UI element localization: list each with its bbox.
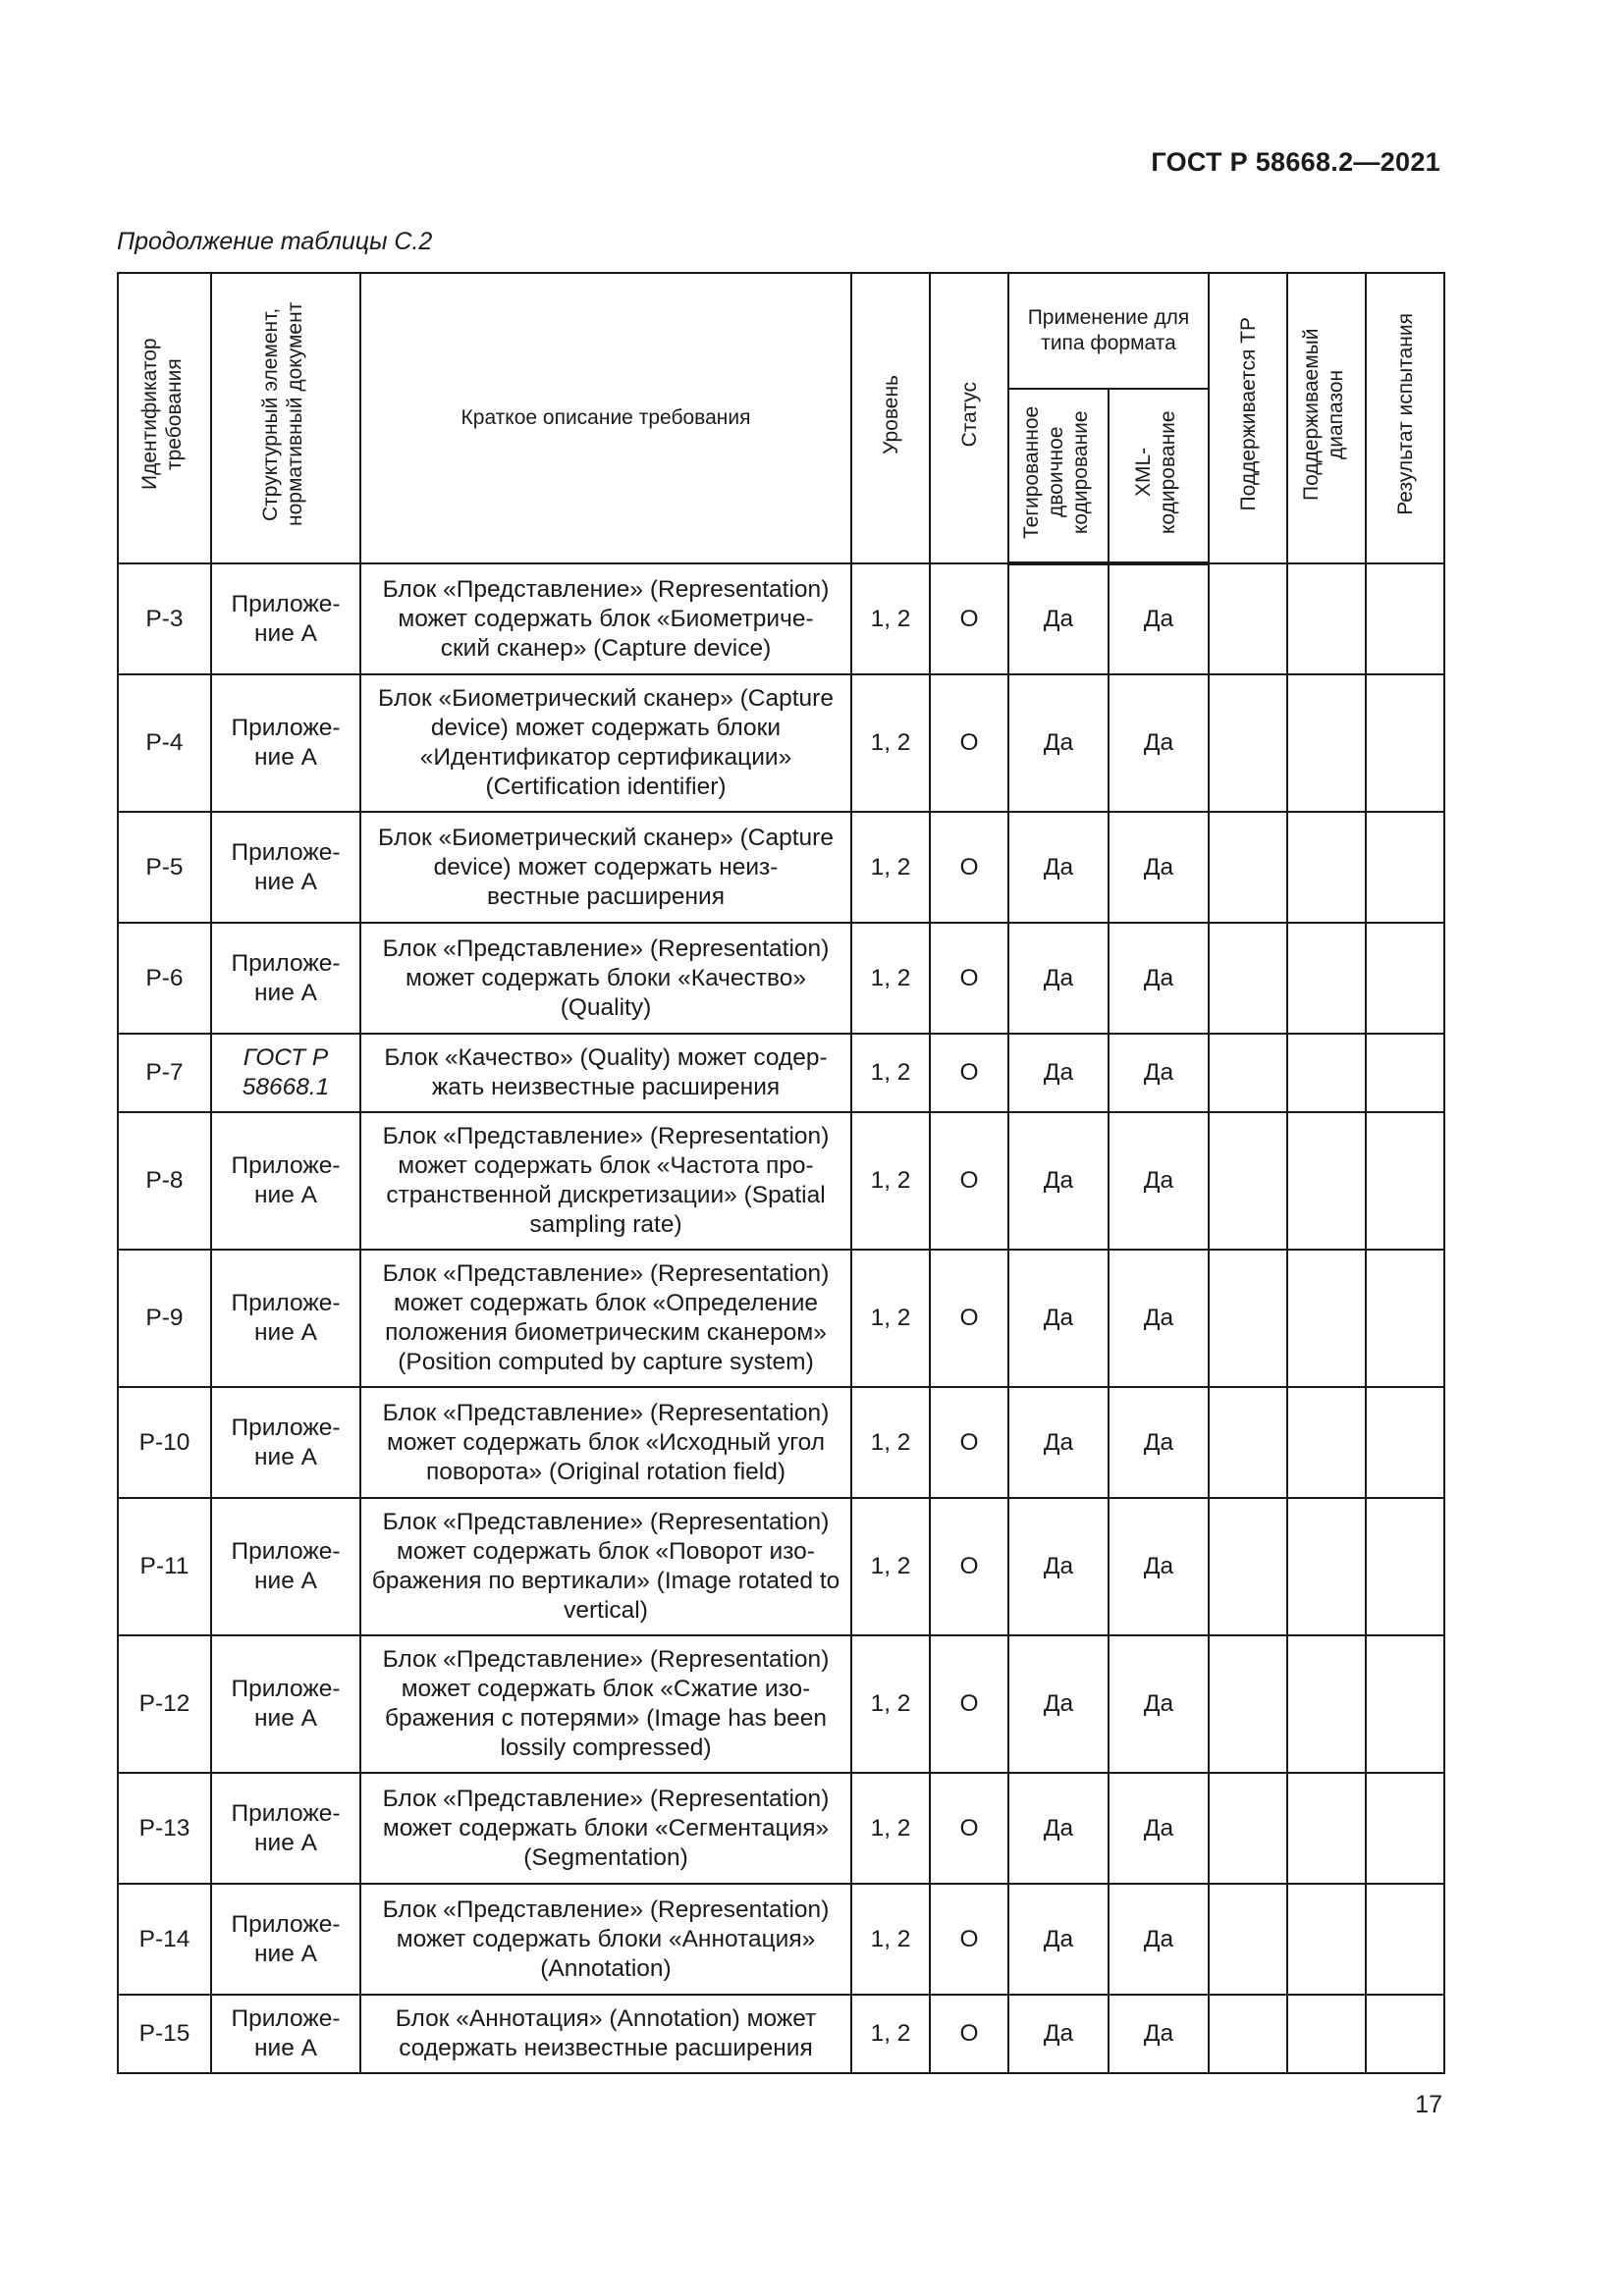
table-row: [118, 674, 1444, 812]
cell-id: Р-11: [118, 1498, 211, 1635]
table-row: [118, 1112, 1444, 1250]
table-row: [118, 1884, 1444, 1995]
cell-result: [1366, 563, 1444, 674]
cell-xml: Да: [1109, 812, 1209, 923]
cell-tagged: Да: [1008, 1112, 1109, 1250]
cell-range: [1287, 1034, 1366, 1112]
cell-desc: Блок «Представление» (Representation) может содержать блок «Биометриче- ский сканер» (Capture device): [360, 563, 851, 674]
cell-result: [1366, 1034, 1444, 1112]
cell-id: Р-3: [118, 563, 211, 674]
col-header-xml: [1109, 389, 1209, 563]
cell-level: 1, 2: [851, 1635, 930, 1773]
table-caption: Продолжение таблицы С.2: [117, 228, 433, 255]
cell-status: О: [930, 1250, 1008, 1387]
cell-supported: [1209, 674, 1287, 812]
cell-status: О: [930, 1995, 1008, 2073]
cell-supported: [1209, 1498, 1287, 1635]
cell-xml: Да: [1109, 1498, 1209, 1635]
cell-level: 1, 2: [851, 1387, 930, 1498]
cell-result: [1366, 1112, 1444, 1250]
cell-id: Р-9: [118, 1250, 211, 1387]
cell-status: О: [930, 1635, 1008, 1773]
table-row: [118, 812, 1444, 923]
col-header-struct: [211, 273, 360, 563]
cell-desc: Блок «Представление» (Representation) может содержать блок «Частота про- странственной дискретизации» (Spatial sampling rate): [360, 1112, 851, 1250]
cell-level: 1, 2: [851, 674, 930, 812]
table-row: [118, 1635, 1444, 1773]
cell-supported: [1209, 563, 1287, 674]
cell-range: [1287, 1498, 1366, 1635]
cell-status: О: [930, 563, 1008, 674]
cell-struct: Приложе- ние А: [211, 923, 360, 1034]
cell-xml: Да: [1109, 1034, 1209, 1112]
cell-supported: [1209, 1387, 1287, 1498]
cell-result: [1366, 1995, 1444, 2073]
cell-id: Р-8: [118, 1112, 211, 1250]
cell-status: О: [930, 923, 1008, 1034]
cell-level: 1, 2: [851, 1773, 930, 1884]
col-header-status-text: Статус: [957, 381, 981, 448]
cell-desc: Блок «Представление» (Representation) может содержать блоки «Качество» (Quality): [360, 923, 851, 1034]
cell-struct: Приложе- ние А: [211, 1995, 360, 2073]
col-header-apply-group: Применение для типа формата: [1008, 273, 1209, 389]
cell-desc: Блок «Биометрический сканер» (Capture device) может содержать блоки «Идентификатор сертификации» (Certification identifier): [360, 674, 851, 812]
table-row: [118, 1773, 1444, 1884]
cell-id: Р-4: [118, 674, 211, 812]
cell-status: О: [930, 1884, 1008, 1995]
cell-struct: Приложе- ние А: [211, 1635, 360, 1773]
cell-range: [1287, 1995, 1366, 2073]
cell-desc: Блок «Представление» (Representation) может содержать блоки «Аннотация» (Annotation): [360, 1884, 851, 1995]
cell-supported: [1209, 812, 1287, 923]
cell-id: Р-15: [118, 1995, 211, 2073]
cell-tagged: Да: [1008, 923, 1109, 1034]
col-header-range: [1287, 273, 1366, 563]
cell-desc: Блок «Представление» (Representation) может содержать блок «Определение положения биометрическим сканером» (Position computed by capture system): [360, 1250, 851, 1387]
cell-level: 1, 2: [851, 812, 930, 923]
cell-result: [1366, 923, 1444, 1034]
table-row: [118, 1034, 1444, 1112]
cell-result: [1366, 1884, 1444, 1995]
cell-tagged: Да: [1008, 1884, 1109, 1995]
cell-tagged: Да: [1008, 1387, 1109, 1498]
col-header-range-text: Поддерживаемый диапазон: [1300, 328, 1348, 501]
cell-id: Р-6: [118, 923, 211, 1034]
table-row: [118, 563, 1444, 674]
table-row: [118, 1498, 1444, 1635]
document-number: ГОСТ Р 58668.2—2021: [1151, 147, 1440, 177]
cell-level: 1, 2: [851, 1112, 930, 1250]
cell-struct: Приложе- ние А: [211, 1498, 360, 1635]
col-header-tagged: [1008, 389, 1109, 563]
cell-struct: Приложе- ние А: [211, 1250, 360, 1387]
cell-range: [1287, 1112, 1366, 1250]
cell-range: [1287, 1773, 1366, 1884]
cell-struct: Приложе- ние А: [211, 1387, 360, 1498]
cell-xml: Да: [1109, 1884, 1209, 1995]
cell-desc: Блок «Биометрический сканер» (Capture device) может содержать неиз- вестные расширения: [360, 812, 851, 923]
cell-desc: Блок «Представление» (Representation) может содержать блок «Исходный угол поворота» (Original rotation field): [360, 1387, 851, 1498]
cell-status: О: [930, 1498, 1008, 1635]
cell-xml: Да: [1109, 1635, 1209, 1773]
cell-tagged: Да: [1008, 563, 1109, 674]
cell-struct: ГОСТ Р 58668.1: [211, 1034, 360, 1112]
cell-xml: Да: [1109, 674, 1209, 812]
cell-supported: [1209, 1884, 1287, 1995]
table-body: [118, 563, 1444, 2073]
cell-tagged: Да: [1008, 812, 1109, 923]
cell-level: 1, 2: [851, 923, 930, 1034]
cell-range: [1287, 674, 1366, 812]
cell-level: 1, 2: [851, 1034, 930, 1112]
cell-id: Р-12: [118, 1635, 211, 1773]
cell-level: 1, 2: [851, 1884, 930, 1995]
table-row: [118, 1995, 1444, 2073]
cell-struct: Приложе- ние А: [211, 674, 360, 812]
page-number: 17: [1415, 2091, 1442, 2118]
cell-level: 1, 2: [851, 1995, 930, 2073]
table-row: [118, 1250, 1444, 1387]
cell-tagged: Да: [1008, 1635, 1109, 1773]
cell-tagged: Да: [1008, 1034, 1109, 1112]
col-header-level-text: Уровень: [879, 374, 902, 454]
cell-status: О: [930, 1387, 1008, 1498]
col-header-result-text: Результат испытания: [1393, 313, 1417, 515]
cell-tagged: Да: [1008, 1995, 1109, 2073]
cell-result: [1366, 812, 1444, 923]
cell-range: [1287, 1635, 1366, 1773]
col-header-struct-text: Структурный элемент, нормативный документ: [259, 301, 306, 527]
cell-xml: Да: [1109, 1387, 1209, 1498]
cell-supported: [1209, 1635, 1287, 1773]
cell-level: 1, 2: [851, 563, 930, 674]
cell-tagged: Да: [1008, 1498, 1109, 1635]
cell-supported: [1209, 923, 1287, 1034]
cell-id: Р-13: [118, 1773, 211, 1884]
col-header-supported: [1209, 273, 1287, 563]
cell-struct: Приложе- ние А: [211, 812, 360, 923]
cell-range: [1287, 812, 1366, 923]
cell-result: [1366, 1635, 1444, 1773]
cell-desc: Блок «Представление» (Representation) может содержать блок «Сжатие изо- бражения с потерями» (Image has been lossily compressed): [360, 1635, 851, 1773]
cell-status: О: [930, 1034, 1008, 1112]
cell-desc: Блок «Представление» (Representation) может содержать блок «Поворот изо- бражения по вертикали» (Image rotated to vertical): [360, 1498, 851, 1635]
cell-xml: Да: [1109, 563, 1209, 674]
col-header-id-text: Идентификатор требования: [137, 338, 186, 491]
cell-supported: [1209, 1112, 1287, 1250]
cell-desc: Блок «Представление» (Representation) может содержать блоки «Сегментация» (Segmentation): [360, 1773, 851, 1884]
cell-status: О: [930, 812, 1008, 923]
cell-status: О: [930, 674, 1008, 812]
cell-xml: Да: [1109, 1995, 1209, 2073]
cell-result: [1366, 1773, 1444, 1884]
cell-xml: Да: [1109, 1112, 1209, 1250]
cell-result: [1366, 1498, 1444, 1635]
col-header-status: [930, 273, 1008, 563]
cell-struct: Приложе- ние А: [211, 1884, 360, 1995]
cell-struct: Приложе- ние А: [211, 563, 360, 674]
col-header-level: [851, 273, 930, 563]
cell-supported: [1209, 1995, 1287, 2073]
cell-level: 1, 2: [851, 1250, 930, 1387]
cell-struct: Приложе- ние А: [211, 1773, 360, 1884]
cell-desc: Блок «Качество» (Quality) может содер- жать неизвестные расширения: [360, 1034, 851, 1112]
cell-supported: [1209, 1250, 1287, 1387]
col-header-supported-text: Поддерживается ТР: [1236, 317, 1260, 511]
col-header-result: [1366, 273, 1444, 563]
col-header-desc: Краткое описание требования: [360, 273, 851, 563]
cell-tagged: Да: [1008, 1250, 1109, 1387]
cell-id: Р-5: [118, 812, 211, 923]
cell-range: [1287, 1884, 1366, 1995]
table-row: [118, 1387, 1444, 1498]
cell-result: [1366, 674, 1444, 812]
col-header-xml-text: XML-кодирование: [1132, 409, 1179, 534]
table-row: [118, 923, 1444, 1034]
cell-supported: [1209, 1034, 1287, 1112]
cell-result: [1366, 1250, 1444, 1387]
cell-xml: Да: [1109, 1773, 1209, 1884]
cell-status: О: [930, 1773, 1008, 1884]
cell-supported: [1209, 1773, 1287, 1884]
cell-xml: Да: [1109, 1250, 1209, 1387]
cell-range: [1287, 923, 1366, 1034]
cell-desc: Блок «Аннотация» (Annotation) может содержать неизвестные расширения: [360, 1995, 851, 2073]
col-header-tagged-text: Тегированное двоичное кодирование: [1020, 404, 1092, 539]
cell-range: [1287, 1387, 1366, 1498]
cell-tagged: Да: [1008, 674, 1109, 812]
cell-result: [1366, 1387, 1444, 1498]
cell-status: О: [930, 1112, 1008, 1250]
cell-range: [1287, 563, 1366, 674]
col-header-id: [118, 273, 211, 563]
cell-level: 1, 2: [851, 1498, 930, 1635]
cell-tagged: Да: [1008, 1773, 1109, 1884]
cell-range: [1287, 1250, 1366, 1387]
cell-id: Р-14: [118, 1884, 211, 1995]
cell-xml: Да: [1109, 923, 1209, 1034]
cell-id: Р-10: [118, 1387, 211, 1498]
requirements-table: [117, 272, 1445, 2074]
cell-id: Р-7: [118, 1034, 211, 1112]
cell-struct: Приложе- ние А: [211, 1112, 360, 1250]
